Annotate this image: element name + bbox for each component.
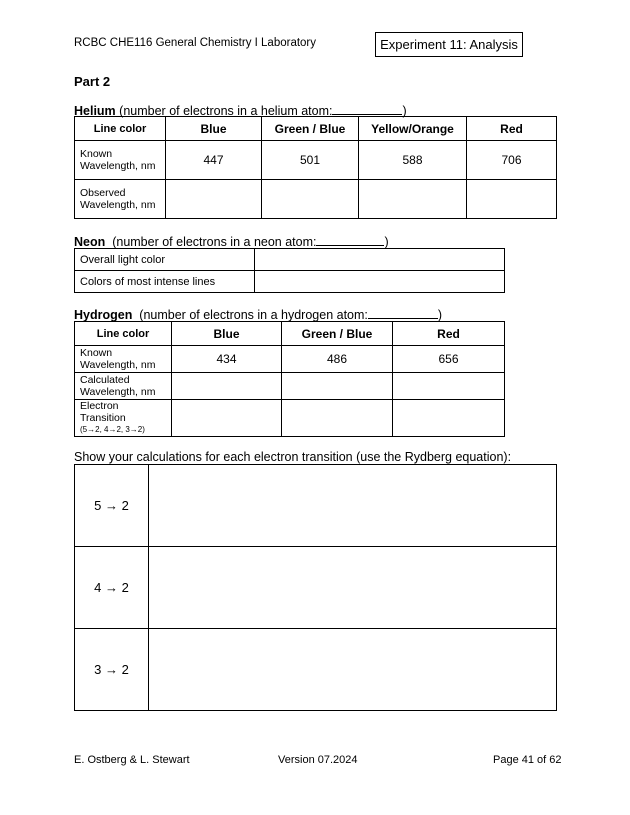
neon-prompt: (number of electrons in a neon atom: xyxy=(112,235,317,249)
hydrogen-transition-green-blue-input[interactable] xyxy=(282,400,393,437)
helium-electron-blank[interactable] xyxy=(332,103,402,115)
hydrogen-transition-blue-input[interactable] xyxy=(172,400,282,437)
neon-intense-input[interactable] xyxy=(255,271,505,293)
helium-header-row xyxy=(75,117,557,141)
helium-name: Helium xyxy=(74,104,116,118)
hydrogen-transition-cell xyxy=(75,400,172,437)
calc-work-5-2-input[interactable] xyxy=(149,465,557,547)
calculation-instruction: Show your calculations for each electron transition (use the Rydberg equation): xyxy=(74,450,512,464)
helium-prompt: (number of electrons in a helium atom: xyxy=(119,104,333,118)
hydrogen-col-line-color: Line color xyxy=(75,322,172,346)
neon-close: ) xyxy=(384,235,389,249)
neon-row-overall xyxy=(75,249,505,271)
calc-label-4-2: 4 → 2 xyxy=(75,547,149,629)
helium-observed-green-blue-input[interactable] xyxy=(262,180,359,219)
calc-work-4-2-input[interactable] xyxy=(149,547,557,629)
hydrogen-col-red: Red xyxy=(393,322,505,346)
hydrogen-prompt: (number of electrons in a hydrogen atom: xyxy=(139,308,368,322)
hydrogen-header-row xyxy=(75,322,505,346)
helium-col-red: Red xyxy=(467,117,557,141)
calc-row-4-2 xyxy=(75,547,557,629)
helium-col-green-blue: Green / Blue xyxy=(262,117,359,141)
neon-heading xyxy=(74,234,389,249)
helium-known-yellow-orange: 588 xyxy=(359,141,467,180)
hydrogen-known-blue: 434 xyxy=(172,346,282,373)
helium-observed-blue-input[interactable] xyxy=(166,180,262,219)
hydrogen-transition-red-input[interactable] xyxy=(393,400,505,437)
hydrogen-known-green-blue: 486 xyxy=(282,346,393,373)
helium-known-row xyxy=(75,141,557,180)
calc-row-3-2 xyxy=(75,629,557,711)
footer-version: Version 07.2024 xyxy=(278,754,358,766)
hydrogen-electron-blank[interactable] xyxy=(368,307,438,319)
helium-close: ) xyxy=(402,104,407,118)
hydrogen-calculated-row xyxy=(75,373,505,400)
neon-table xyxy=(74,248,505,293)
helium-known-label: Known Wavelength, nm xyxy=(75,141,166,180)
hydrogen-table xyxy=(74,321,505,437)
neon-overall-input[interactable] xyxy=(255,249,505,271)
hydrogen-close: ) xyxy=(437,308,443,322)
hydrogen-known-red: 656 xyxy=(393,346,505,373)
helium-known-blue: 447 xyxy=(166,141,262,180)
helium-observed-red-input[interactable] xyxy=(467,180,557,219)
hydrogen-known-label: Known Wavelength, nm xyxy=(75,346,172,373)
helium-col-yellow-orange: Yellow/Orange xyxy=(359,117,467,141)
calc-label-3-2: 3 → 2 xyxy=(75,629,149,711)
calc-work-3-2-input[interactable] xyxy=(149,629,557,711)
hydrogen-transition-sublabel: (5→2, 4→2, 3→2) xyxy=(80,425,145,434)
neon-electron-blank[interactable] xyxy=(316,234,384,246)
experiment-title: Experiment 11: Analysis xyxy=(380,37,518,52)
hydrogen-col-green-blue: Green / Blue xyxy=(282,322,393,346)
helium-col-line-color: Line color xyxy=(75,117,166,141)
hydrogen-known-row xyxy=(75,346,505,373)
experiment-title-box xyxy=(375,32,523,57)
calculation-table xyxy=(74,464,557,711)
hydrogen-calculated-red-input[interactable] xyxy=(393,373,505,400)
hydrogen-calculated-blue-input[interactable] xyxy=(172,373,282,400)
neon-intense-label: Colors of most intense lines xyxy=(75,271,255,293)
course-title: RCBC CHE116 General Chemistry I Laboratory xyxy=(74,37,317,49)
calc-row-5-2 xyxy=(75,465,557,547)
calc-label-5-2: 5 → 2 xyxy=(75,465,149,547)
footer-page-number: Page 41 of 62 xyxy=(493,754,562,766)
hydrogen-col-blue: Blue xyxy=(172,322,282,346)
helium-observed-yellow-orange-input[interactable] xyxy=(359,180,467,219)
part-title: Part 2 xyxy=(74,74,111,89)
helium-observed-row xyxy=(75,180,557,219)
neon-overall-label: Overall light color xyxy=(75,249,255,271)
hydrogen-name: Hydrogen xyxy=(74,308,133,322)
helium-observed-label: Observed Wavelength, nm xyxy=(75,180,166,219)
helium-known-red: 706 xyxy=(467,141,557,180)
hydrogen-calculated-green-blue-input[interactable] xyxy=(282,373,393,400)
hydrogen-heading xyxy=(74,307,442,322)
neon-row-intense xyxy=(75,271,505,293)
helium-table xyxy=(74,116,557,219)
helium-col-blue: Blue xyxy=(166,117,262,141)
helium-known-green-blue: 501 xyxy=(262,141,359,180)
hydrogen-transition-row xyxy=(75,400,505,437)
neon-name: Neon xyxy=(74,235,106,249)
hydrogen-calculated-label: Calculated Wavelength, nm xyxy=(75,373,172,400)
footer-authors: E. Ostberg & L. Stewart xyxy=(74,754,190,766)
hydrogen-transition-label: Electron Transition xyxy=(80,400,126,424)
